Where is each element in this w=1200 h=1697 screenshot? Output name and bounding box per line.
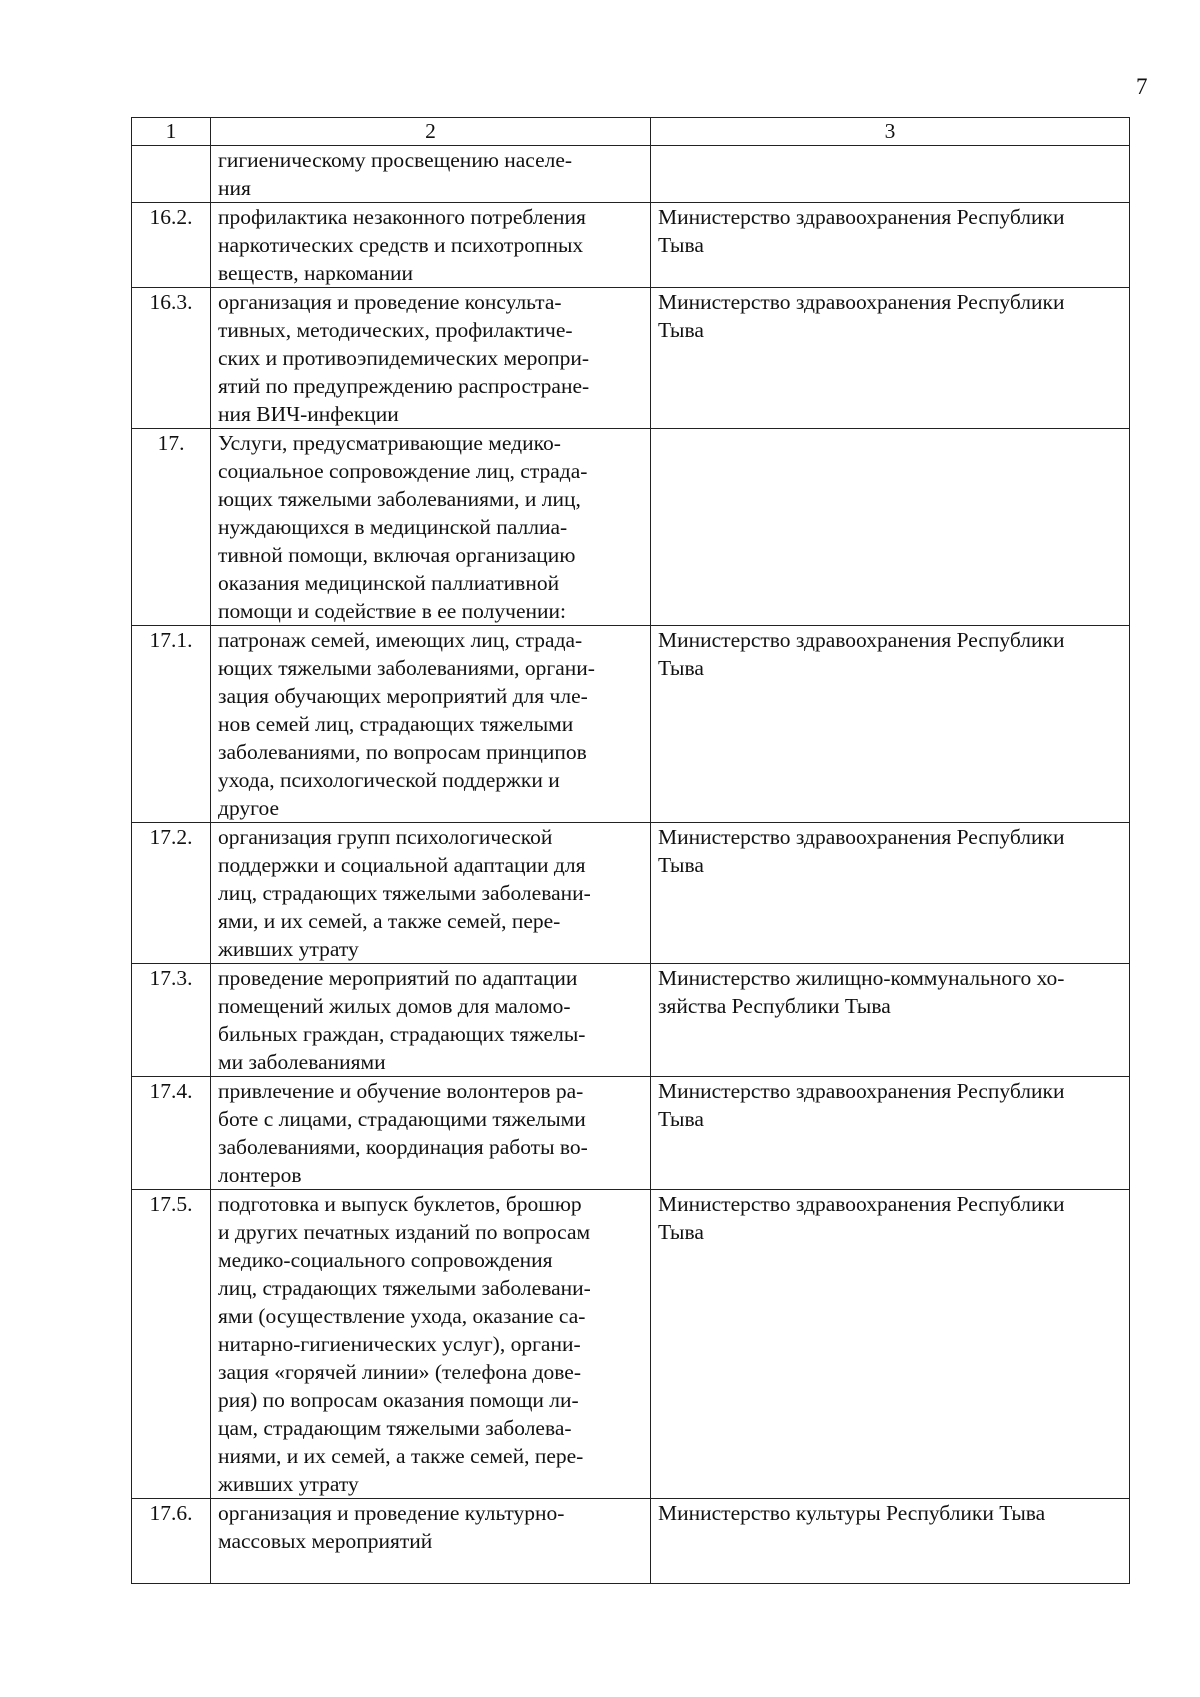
responsible-text: Министерство здравоохранения Республики Тыва: [658, 1192, 1065, 1244]
responsible-cell: [651, 964, 1130, 1077]
row-number: 17.: [132, 429, 211, 626]
table-row: [132, 203, 1130, 288]
service-text: Услуги, предусматривающие медико- социальное сопровождение лиц, страда- ющих тяжелыми заболеваниями, и лиц, нуждающихся в медицинской паллиа- тивной помощи, включая организацию оказания медицинской паллиативной помощи и содействие в ее получении:: [218, 431, 588, 623]
header-row: [132, 118, 1130, 146]
responsible-text: Министерство жилищно-коммунального хо- зяйства Республики Тыва: [658, 966, 1065, 1018]
row-number: 17.6.: [132, 1499, 211, 1584]
service-text: патронаж семей, имеющих лиц, страда- ющих тяжелыми заболеваниями, органи- зация обучающих мероприятий для чле- нов семей лиц, страдающих тяжелыми заболеваниями, по вопросам принципов ухода, психологической поддержки и другое: [218, 628, 595, 820]
service-text: проведение мероприятий по адаптации помещений жилых домов для маломо- бильных граждан, страдающих тяжелы- ми заболеваниями: [218, 966, 586, 1074]
table-row: [132, 1499, 1130, 1584]
responsible-text: Министерство здравоохранения Республики Тыва: [658, 825, 1065, 877]
responsible-cell: [651, 823, 1130, 964]
table-header: [132, 118, 1130, 146]
responsible-cell: [651, 1499, 1130, 1584]
table-row: [132, 1190, 1130, 1499]
service-cell: [211, 964, 651, 1077]
service-text: привлечение и обучение волонтеров ра- боте с лицами, страдающими тяжелыми заболеваниями, координация работы во- лонтеров: [218, 1079, 588, 1187]
row-number: [132, 146, 211, 203]
service-text: организация и проведение культурно- массовых мероприятий: [218, 1501, 565, 1553]
service-text: гигиеническому просвещению населе- ния: [218, 148, 573, 200]
service-cell: [211, 146, 651, 203]
service-text: организация групп психологической поддержки и социальной адаптации для лиц, страдающих тяжелыми заболевани- ями, и их семей, а также семей, пере- живших утрату: [218, 825, 591, 961]
responsible-cell: [651, 203, 1130, 288]
responsible-cell: [651, 429, 1130, 626]
service-cell: [211, 626, 651, 823]
service-cell: [211, 1190, 651, 1499]
row-number: 17.2.: [132, 823, 211, 964]
column-header-2: 2: [211, 118, 651, 146]
table-body: [132, 146, 1130, 1584]
responsible-cell: [651, 288, 1130, 429]
service-cell: [211, 1499, 651, 1584]
responsible-text: Министерство здравоохранения Республики Тыва: [658, 205, 1065, 257]
row-number: 17.5.: [132, 1190, 211, 1499]
responsible-text: Министерство здравоохранения Республики Тыва: [658, 1079, 1065, 1131]
responsible-cell: [651, 626, 1130, 823]
responsible-text: Министерство здравоохранения Республики Тыва: [658, 290, 1065, 342]
services-table: [131, 117, 1130, 1584]
responsible-text: Министерство здравоохранения Республики Тыва: [658, 628, 1065, 680]
responsible-text: Министерство культуры Республики Тыва: [658, 1501, 1046, 1525]
column-header-1: 1: [132, 118, 211, 146]
service-cell: [211, 429, 651, 626]
service-cell: [211, 288, 651, 429]
service-cell: [211, 203, 651, 288]
row-number: 16.3.: [132, 288, 211, 429]
service-cell: [211, 1077, 651, 1190]
table-row: [132, 626, 1130, 823]
table-row: [132, 1077, 1130, 1190]
row-number: 17.1.: [132, 626, 211, 823]
service-cell: [211, 823, 651, 964]
responsible-cell: [651, 146, 1130, 203]
responsible-cell: [651, 1077, 1130, 1190]
table-row: [132, 964, 1130, 1077]
service-text: организация и проведение консульта- тивных, методических, профилактиче- ских и противоэпидемических меропри- ятий по предупреждению распростране- ния ВИЧ-инфекции: [218, 290, 590, 426]
row-number: 17.3.: [132, 964, 211, 1077]
service-text: профилактика незаконного потребления наркотических средств и психотропных веществ, наркомании: [218, 205, 586, 285]
row-number: 16.2.: [132, 203, 211, 288]
table-row: [132, 146, 1130, 203]
table-row: [132, 288, 1130, 429]
row-number: 17.4.: [132, 1077, 211, 1190]
service-text: подготовка и выпуск буклетов, брошюр и других печатных изданий по вопросам медико-социального сопровождения лиц, страдающих тяжелыми заболевани- ями (осуществление ухода, оказание са- нитарно-гигиенических услуг), органи- зация «горячей линии» (телефона дове- рия) по вопросам оказания помощи ли- цам, страдающим тяжелыми заболева- ниями, и их семей, а также семей, пере- живших утрату: [218, 1192, 591, 1496]
responsible-cell: [651, 1190, 1130, 1499]
column-header-3: 3: [651, 118, 1130, 146]
table-row: [132, 429, 1130, 626]
table-row: [132, 823, 1130, 964]
page-number: 7: [1136, 74, 1148, 99]
